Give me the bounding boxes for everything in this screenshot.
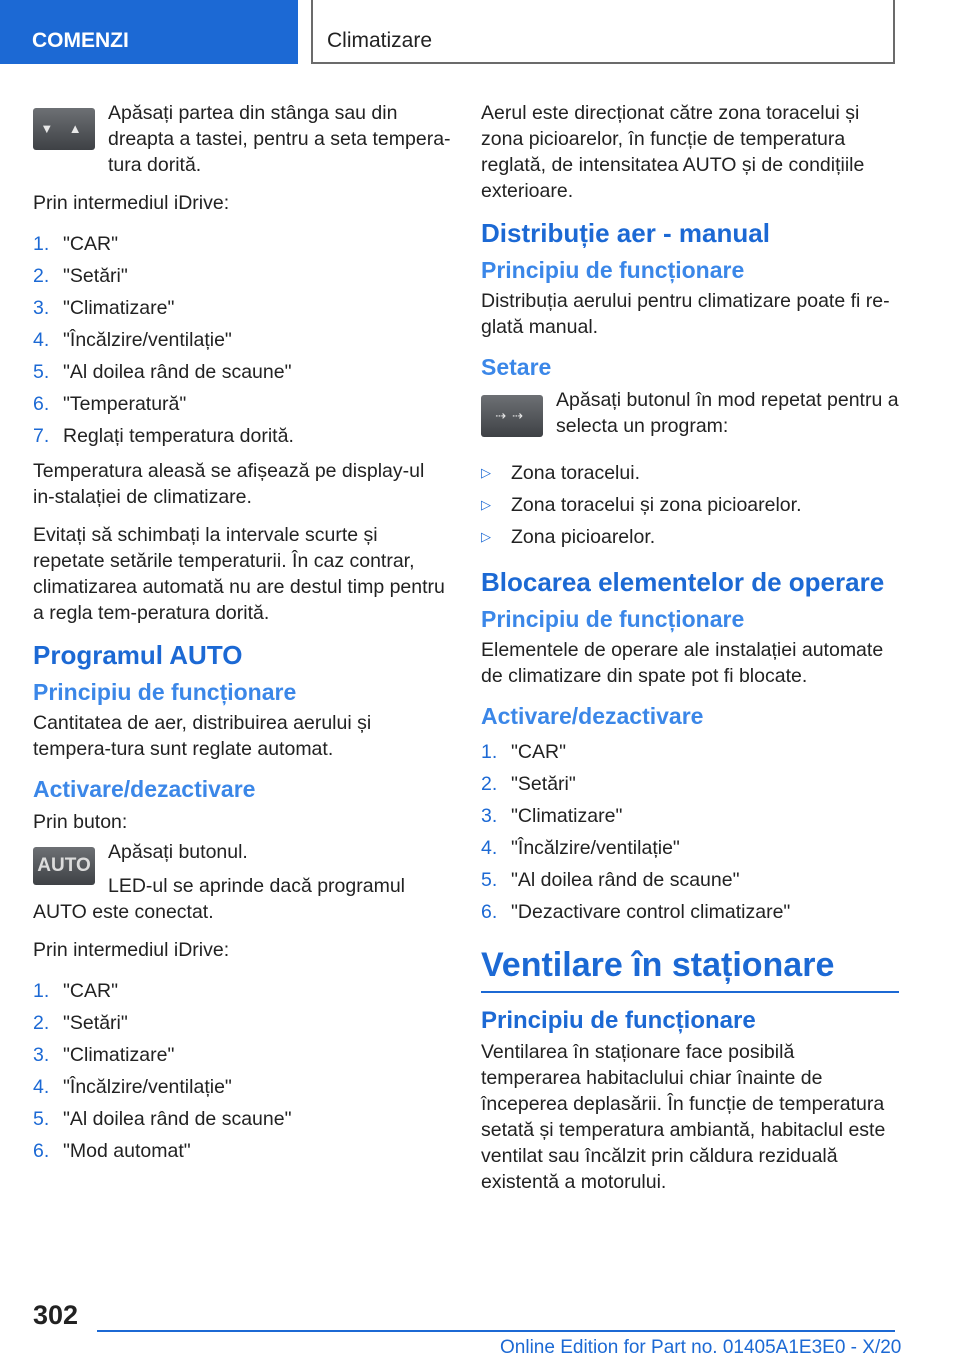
heading-principle: Principiu de funcționare <box>33 679 297 705</box>
heading-stationary-ventilation: Ventilare în staționare <box>481 946 899 993</box>
idrive-label: Prin intermediul iDrive: <box>33 192 230 214</box>
press-repeat-block <box>481 387 899 439</box>
press-button-text: Apăsați butonul. <box>108 841 248 863</box>
temperature-intro <box>33 100 451 178</box>
block-description: Elementele de operare ale instalației automate de climatizare din spate pot fi blocate. <box>481 639 884 687</box>
heading-principle: Principiu de funcționare <box>481 1007 756 1034</box>
list-item: 2. "Setări" <box>481 773 576 795</box>
heading-activate: Activare/dezactivare <box>481 703 704 729</box>
temperature-note: Temperatura aleasă se afișează pe display-ul in-stalației de climatizare. <box>33 460 425 508</box>
idrive-label-2: Prin intermediul iDrive: <box>33 939 230 961</box>
by-button-label: Prin buton: <box>33 811 128 833</box>
idrive-steps-temperature <box>33 228 451 452</box>
distribution-description: Distribuția aerului pentru climatizare poate fi re-glată manual. <box>481 290 890 338</box>
list-item: 2. "Setări" <box>33 1012 128 1034</box>
footer-edition: Online Edition for Part no. 01405A1E3E0 - X/20 <box>500 1337 902 1358</box>
list-item: 5. "Al doilea rând de scaune" <box>481 869 740 891</box>
footer-divider <box>97 1330 895 1332</box>
left-column <box>33 100 451 1173</box>
air-distribution-icon: ⇢⇢ <box>481 395 543 437</box>
list-item: 5. "Al doilea rând de scaune" <box>33 1108 292 1130</box>
triangle-bullet-icon: ▷ <box>481 529 491 544</box>
list-item: 2. "Setări" <box>33 265 128 287</box>
list-item: 4. "Încălzire/ventilație" <box>481 837 680 859</box>
intro-text: Apăsați partea din stânga sau din dreapta a tastei, pentru a seta tempera-tura dorită. <box>108 102 451 176</box>
distribution-options <box>481 457 899 553</box>
avoid-note: Evitați să schimbați la intervale scurte și repetate setările temperaturii. În caz contrar, climatizarea automată nu are destul timp pentru a regla tem-peratura dorită. <box>33 524 445 624</box>
heading-air-distribution: Distribuție aer - manual <box>481 218 770 248</box>
list-item: 1. "CAR" <box>481 741 567 763</box>
list-item: 1. "CAR" <box>33 233 119 255</box>
list-item: 5. "Al doilea rând de scaune" <box>33 361 292 383</box>
section-tab: COMENZI <box>0 0 298 64</box>
list-item: 3. "Climatizare" <box>33 297 175 319</box>
ventilation-description: Ventilarea în staționare face posibilă temperarea habitaclului chiar înainte de începerea deplasării. În funcție de temperatura setată și temperatura ambiantă, habitaclul este ventilat sau încălzit prin căldura reziduală existentă a motorului. <box>481 1041 886 1193</box>
heading-block-controls: Blocarea elementelor de operare <box>481 567 885 597</box>
list-item: ▷ Zona toracelui. <box>481 457 899 489</box>
list-item: 4. "Încălzire/ventilație" <box>33 329 232 351</box>
right-column <box>481 100 899 1207</box>
list-item: 7. Reglați temperatura dorită. <box>33 425 294 447</box>
auto-description: Cantitatea de aer, distribuirea aerului și tempera-tura sunt reglate automat. <box>33 712 372 760</box>
air-direction-text: Aerul este direcționat către zona toracelui și zona picioarelor, în funcție de temperatura reglată, de intensitatea AUTO și de condițiile exterioare. <box>481 102 865 202</box>
list-item: ▷ Zona picioarelor. <box>481 521 899 553</box>
temperature-rocker-icon: ▼ ▲ <box>33 108 95 150</box>
idrive-steps-auto <box>33 975 451 1167</box>
triangle-bullet-icon: ▷ <box>481 465 491 480</box>
list-item: 3. "Climatizare" <box>33 1044 175 1066</box>
list-item: 3. "Climatizare" <box>481 805 623 827</box>
heading-auto-program: Programul AUTO <box>33 640 243 670</box>
list-item: 6. "Temperatură" <box>33 393 187 415</box>
auto-button-icon: AUTO <box>33 847 95 885</box>
press-repeat-text: Apăsați butonul în mod repetat pentru a selecta un program: <box>556 389 899 437</box>
heading-setare: Setare <box>481 354 552 380</box>
list-item: ▷ Zona toracelui și zona picioarelor. <box>481 489 899 521</box>
list-item: 6. "Mod automat" <box>33 1140 191 1162</box>
triangle-bullet-icon: ▷ <box>481 497 491 512</box>
idrive-steps-block <box>481 736 899 928</box>
list-item: 1. "CAR" <box>33 980 119 1002</box>
list-item: 4. "Încălzire/ventilație" <box>33 1076 232 1098</box>
heading-principle: Principiu de funcționare <box>481 257 745 283</box>
chapter-title: Climatizare <box>311 0 895 64</box>
led-note: LED-ul se aprinde dacă programul AUTO este conectat. <box>33 875 405 923</box>
page-number: 302 <box>33 1300 79 1330</box>
heading-principle: Principiu de funcționare <box>481 606 745 632</box>
heading-activate: Activare/dezactivare <box>33 776 256 802</box>
auto-button-block <box>33 839 451 925</box>
list-item: 6. "Dezactivare control climatizare" <box>481 901 791 923</box>
